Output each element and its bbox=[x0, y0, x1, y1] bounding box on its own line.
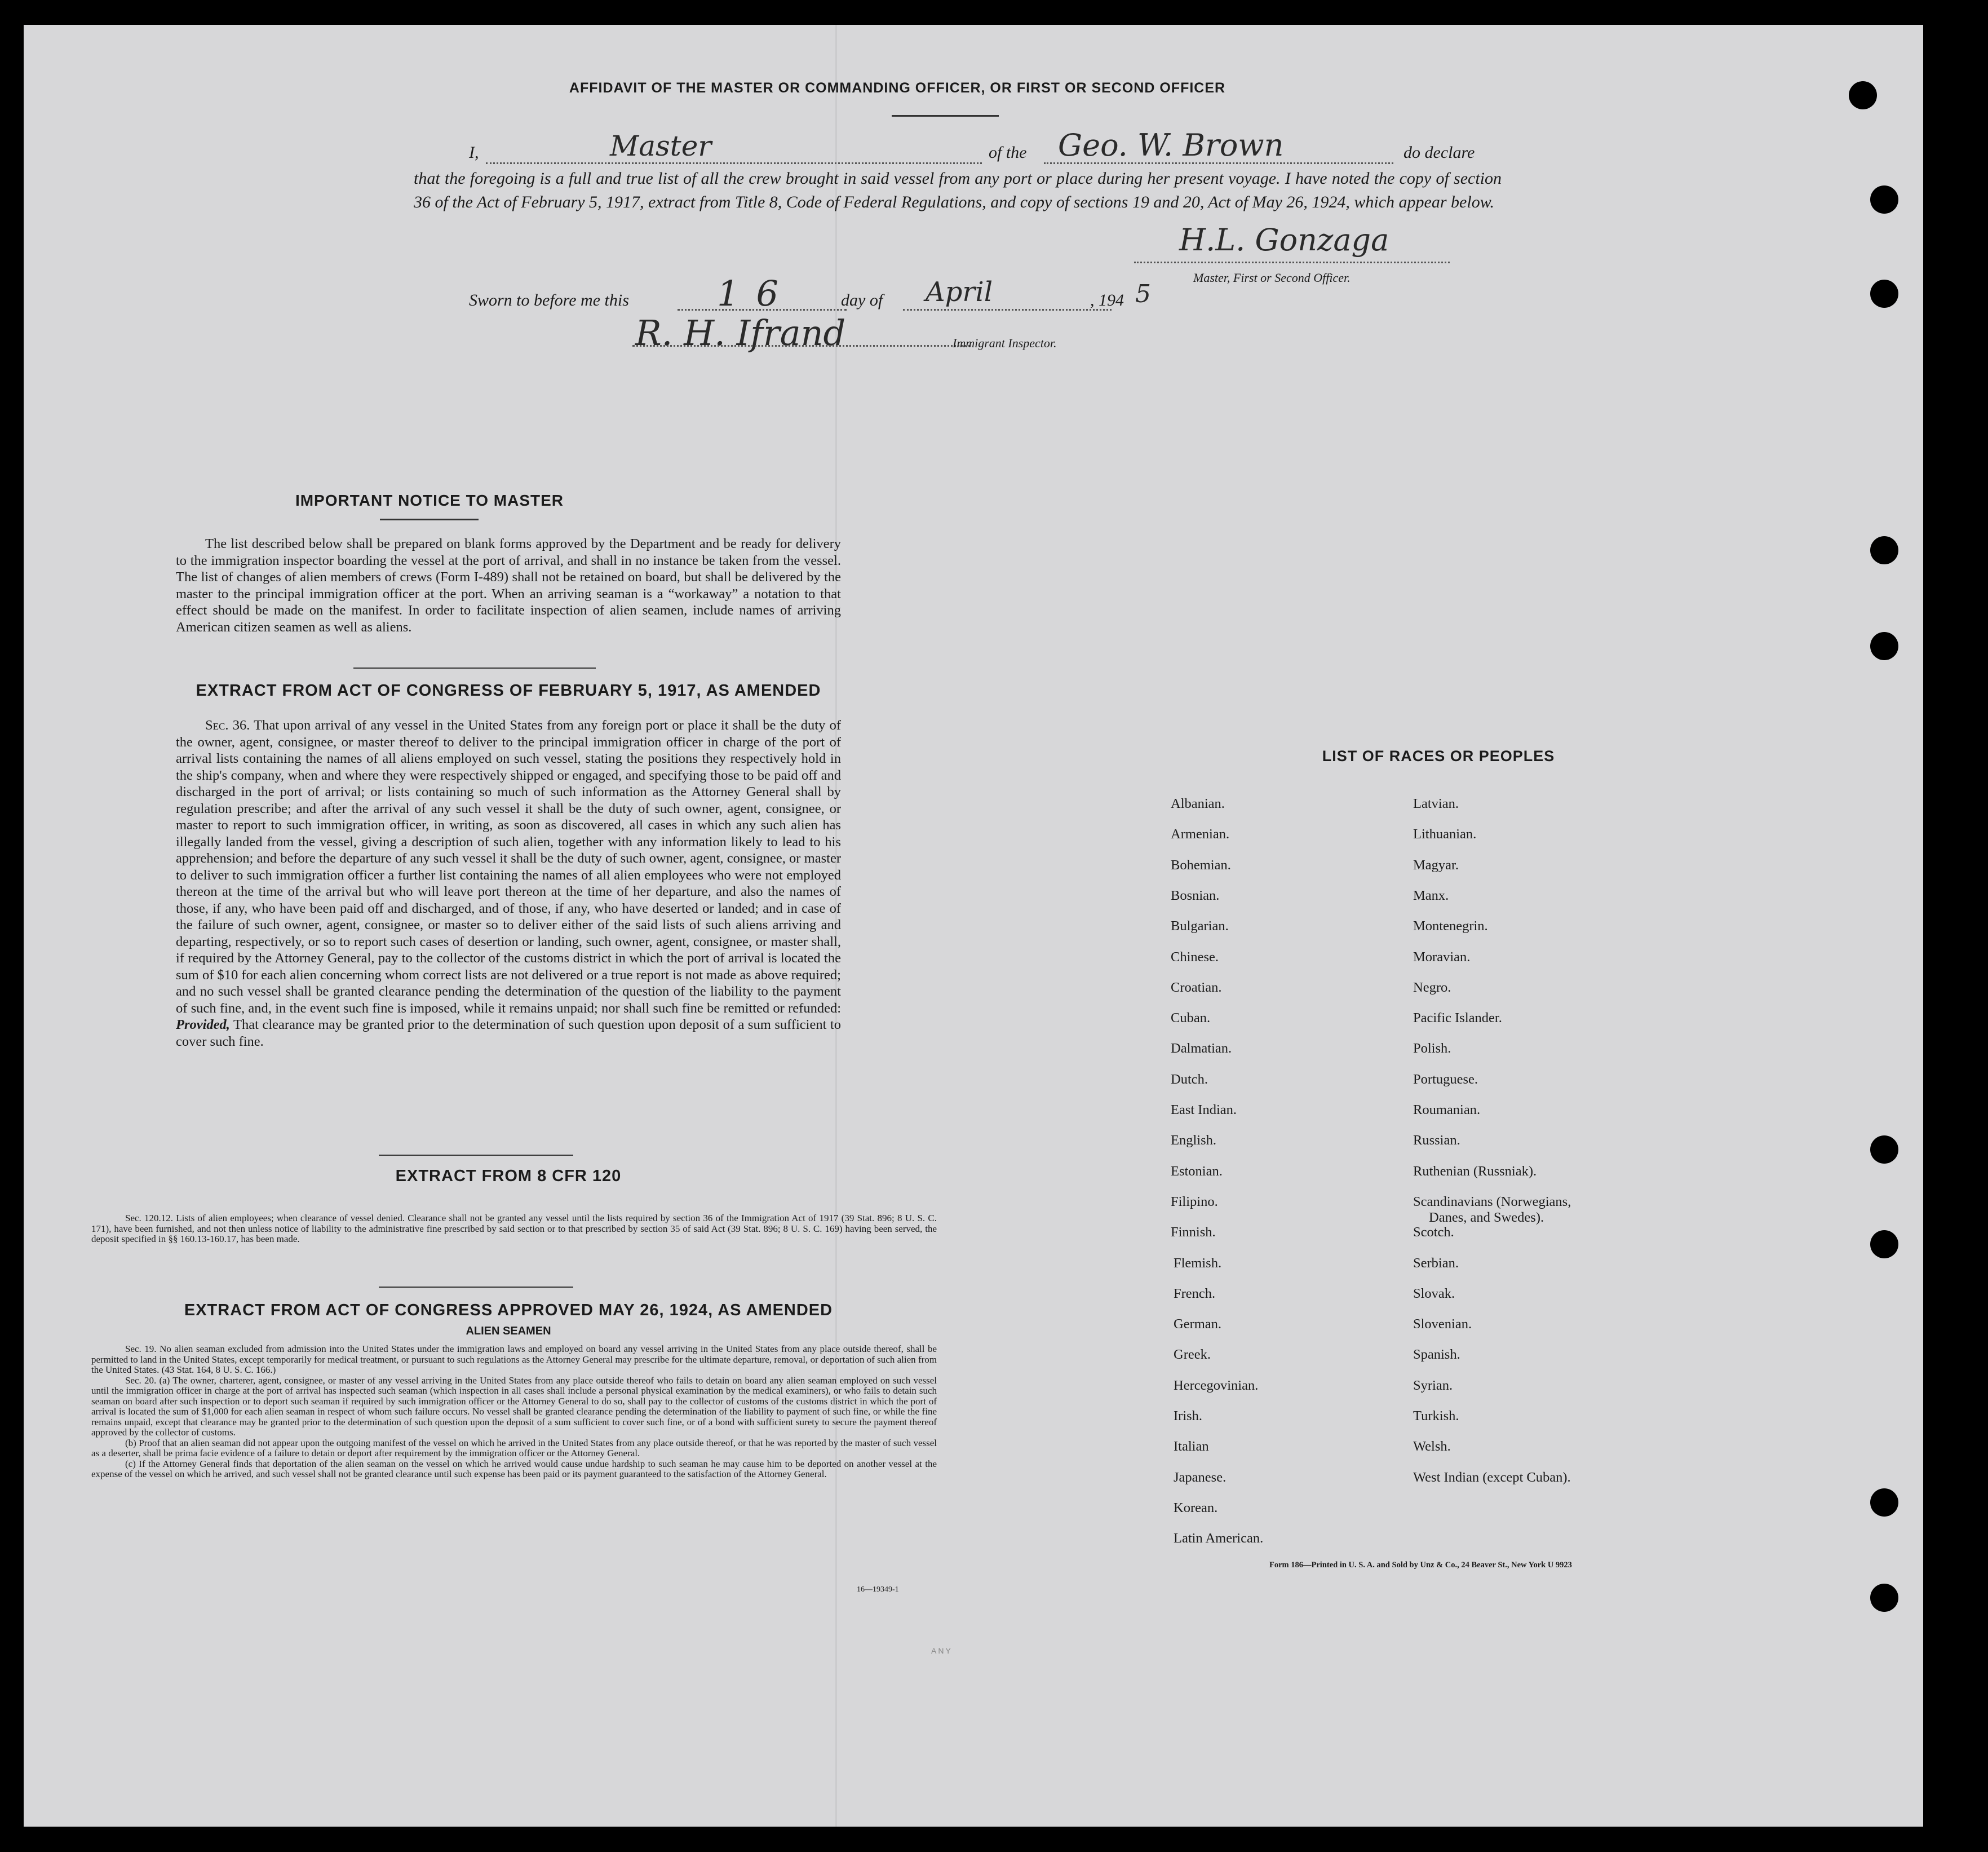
alien-seamen-subtitle: ALIEN SEAMEN bbox=[466, 1325, 551, 1337]
handwritten-month: April bbox=[926, 276, 993, 308]
binder-hole bbox=[1870, 1488, 1898, 1517]
title-rule bbox=[892, 115, 999, 117]
inspector-signature: R. H. Ifrand bbox=[635, 312, 846, 353]
race-item: Chinese. bbox=[1171, 949, 1219, 965]
race-item: Croatian. bbox=[1171, 979, 1222, 995]
notice-paragraph: The list described below shall be prepared on blank forms approved by the Department and be ready for delivery to the immigration inspector boarding the vessel at the port of arrival, and shall in no instance be taken from the vessel. The list of changes of alien members of crews (Form I-489) shall not be retained on board, but shall be delivered by the master to the principal immigration officer at the port. When an arriving seaman is a “workaway” a notation to that effect should be made on the manifest. In order to facilitate inspection of alien seamen, include names of arriving American citizen seamen as well as aliens. bbox=[176, 536, 841, 635]
handwritten-year-digit: 5 bbox=[1135, 280, 1151, 308]
faint-stamp: ANY bbox=[931, 1646, 953, 1655]
sec20c-paragraph: (c) If the Attorney General finds that deportation of the alien seaman on the vessel on which he arrived would cause undue hardship to such seaman he may cause him to be deported on another vessel at the expense of the vessel on which he arrived, and such vessel shall not be granted clearance until such expense has been paid or its payment guaranteed to the satisfaction of the Attorney General. bbox=[91, 1458, 937, 1479]
race-item: West Indian (except Cuban). bbox=[1413, 1469, 1571, 1485]
race-item: Latin American. bbox=[1174, 1531, 1264, 1546]
race-item: Scandinavians (Norwegians, bbox=[1413, 1194, 1571, 1209]
binder-hole bbox=[1849, 81, 1877, 109]
race-item: Albanian. bbox=[1171, 796, 1225, 811]
race-item: Hercegovinian. bbox=[1174, 1377, 1259, 1393]
binder-hole bbox=[1870, 1584, 1898, 1612]
race-item: Italian bbox=[1174, 1439, 1209, 1455]
race-item: Estonian. bbox=[1171, 1163, 1223, 1179]
race-item: Manx. bbox=[1413, 887, 1449, 903]
sec19-paragraph: Sec. 19. No alien seaman excluded from admission into the United States under the immigration laws and employed on board any vessel arriving in the United States from any place outside thereof, shall be permitted to land in the United States, except temporarily for medical treatment, or pursuant to such regulations as the Attorney General may prescribe for the ultimate departure, removal, or deportation of such alien from the United States. (43 Stat. 164, 8 U. S. C. 166.) bbox=[91, 1343, 937, 1375]
document-page bbox=[24, 25, 1923, 1827]
cfr-title: EXTRACT FROM 8 CFR 120 bbox=[395, 1167, 622, 1185]
race-item: Bosnian. bbox=[1171, 887, 1220, 903]
race-item: Montenegrin. bbox=[1413, 918, 1488, 934]
race-item: Spanish. bbox=[1413, 1347, 1460, 1363]
race-item: Ruthenian (Russniak). bbox=[1413, 1163, 1537, 1179]
race-item: Slovak. bbox=[1413, 1285, 1455, 1301]
section-rule bbox=[353, 668, 596, 669]
binder-hole bbox=[1870, 536, 1898, 564]
sec36-paragraph bbox=[176, 717, 841, 1050]
race-item: Scotch. bbox=[1413, 1225, 1454, 1240]
form-code: 16—19349-1 bbox=[857, 1585, 899, 1594]
month-fill-line bbox=[903, 309, 1112, 311]
race-item: Roumanian. bbox=[1413, 1102, 1481, 1117]
cfr-paragraph: Sec. 120.12. Lists of alien employees; when clearance of vessel denied. Clearance shall not be granted any vessel until the lists required by section 36 of the Immigration Act of 1917 (39 Stat. 896; 8 U. S. C. 171), have been furnished, and not then unless notice of liability to the administrative fine prescribed by said section or to that prescribed by section 35 of said Act (39 Stat. 896; 8 U. S. C. 169) having been served, the deposit specified in §§ 160.13-160.17, has been made. bbox=[91, 1213, 937, 1244]
race-item: Negro. bbox=[1413, 979, 1451, 995]
race-item: Dalmatian. bbox=[1171, 1041, 1232, 1057]
race-item: Danes, and Swedes). bbox=[1429, 1209, 1544, 1225]
race-item: Moravian. bbox=[1413, 949, 1471, 965]
printer-imprint: Form 186—Printed in U. S. A. and Sold by Unz & Co., 24 Beaver St., New York U 9923 bbox=[1269, 1561, 1572, 1570]
year-prefix: , 194 bbox=[1090, 291, 1124, 310]
race-item: Flemish. bbox=[1174, 1255, 1222, 1271]
extract-1917-title: EXTRACT FROM ACT OF CONGRESS OF FEBRUARY 5, 1917, AS AMENDED bbox=[196, 682, 821, 700]
day-of-label: day of bbox=[841, 291, 883, 310]
race-item: Bulgarian. bbox=[1171, 918, 1229, 934]
handwritten-day: 16 bbox=[717, 273, 795, 314]
binder-hole bbox=[1870, 280, 1898, 308]
races-title: LIST OF RACES OR PEOPLES bbox=[1322, 748, 1555, 764]
notice-text bbox=[176, 536, 841, 635]
section-rule bbox=[379, 1155, 573, 1156]
binder-hole bbox=[1870, 1135, 1898, 1164]
race-item: Syrian. bbox=[1413, 1377, 1453, 1393]
extract-1924-text bbox=[91, 1344, 937, 1480]
race-item: Pacific Islander. bbox=[1413, 1010, 1502, 1026]
race-item: Dutch. bbox=[1171, 1071, 1208, 1087]
affidavit-line-i: I, bbox=[469, 143, 479, 162]
sworn-prefix: Sworn to before me this bbox=[469, 291, 629, 310]
race-item: Serbian. bbox=[1413, 1255, 1459, 1271]
race-item: Magyar. bbox=[1413, 857, 1459, 873]
race-item: Japanese. bbox=[1174, 1469, 1227, 1485]
race-item: Greek. bbox=[1174, 1347, 1211, 1363]
race-item: Welsh. bbox=[1413, 1439, 1451, 1455]
race-item: Slovenian. bbox=[1413, 1316, 1472, 1332]
section-rule bbox=[380, 519, 479, 520]
sec36-text-end: That clearance may be granted prior to the determination of such question upon deposit of a sum sufficient to cover such fine. bbox=[176, 1017, 841, 1049]
race-item: Lithuanian. bbox=[1413, 826, 1477, 842]
race-item: Finnish. bbox=[1171, 1225, 1216, 1240]
race-item: East Indian. bbox=[1171, 1102, 1237, 1117]
race-item: Bohemian. bbox=[1171, 857, 1231, 873]
race-item: German. bbox=[1174, 1316, 1222, 1332]
race-item: Polish. bbox=[1413, 1041, 1451, 1057]
affidavit-line-of-the: of the bbox=[989, 143, 1027, 162]
affidavit-title: AFFIDAVIT OF THE MASTER OR COMMANDING OFFICER, OR FIRST OR SECOND OFFICER bbox=[569, 80, 1226, 96]
race-item: Turkish. bbox=[1413, 1408, 1459, 1424]
notice-title: IMPORTANT NOTICE TO MASTER bbox=[295, 492, 564, 509]
race-item: Korean. bbox=[1174, 1500, 1218, 1515]
handwritten-vessel: Geo. W. Brown bbox=[1058, 127, 1284, 163]
race-item: Russian. bbox=[1413, 1133, 1460, 1148]
binder-hole bbox=[1870, 632, 1898, 660]
race-item: Filipino. bbox=[1171, 1194, 1218, 1209]
binder-hole bbox=[1870, 185, 1898, 214]
race-item: Latvian. bbox=[1413, 796, 1459, 811]
handwritten-rank: Master bbox=[610, 130, 712, 162]
sec20b-paragraph: (b) Proof that an alien seaman did not appear upon the outgoing manifest of the vessel on which he arrived in the United States from any place outside thereof, or that he was reported by the master of such vessel as a deserter, shall be prima facie evidence of a failure to detain or deport after requirement by the immigration officer or the Attorney General. bbox=[91, 1437, 937, 1458]
race-item: French. bbox=[1174, 1285, 1216, 1301]
master-signature-line bbox=[1134, 262, 1450, 263]
extract-1924-title: EXTRACT FROM ACT OF CONGRESS APPROVED MAY 26, 1924, AS AMENDED bbox=[184, 1301, 833, 1319]
sec36-label: Sec. 36. bbox=[205, 718, 250, 733]
binder-hole bbox=[1870, 1230, 1898, 1258]
race-item: English. bbox=[1171, 1133, 1216, 1148]
section-rule bbox=[379, 1287, 573, 1288]
extract-1917-text bbox=[176, 717, 841, 1050]
affidavit-body: that the foregoing is a full and true list of all the crew brought in said vessel from any port or place during her present voyage. I have noted the copy of section 36 of the Act of February 5, 1917, extract from Title 8, Code of Federal Regulations, and copy of sections 19 and 20, Act of May 26, 1924, which appear below. bbox=[414, 169, 1502, 211]
master-signature: H.L. Gonzaga bbox=[1179, 222, 1389, 258]
sec20a-paragraph: Sec. 20. (a) The owner, charterer, agent, consignee, or master of any vessel arriving in the United States from any place outside thereof who fails to detain on board any alien seaman employed on such vessel until the immigration officer in charge at the port of arrival has inspected such seaman (which inspection in all cases shall include a personal physical examination by the medical examiners), or who fails to detain such seaman on board after such inspection or to deport such seaman if required by such immigration officer or the Attorney General to do so, shall pay to the collector of customs of the customs district in which the port of arrival is located the sum of $1,000 for each alien seaman in respect of whom such failure occurs. No vessel shall be granted clearance pending the determination of the liability to payment of such fine, or while the fine remains unpaid, except that clearance may be granted prior to the determination of such question upon the deposit of a sum sufficient to cover such fine, or of a bond with sufficient surety to secure the payment thereof approved by the collector of customs. bbox=[91, 1374, 937, 1438]
inspector-signature-line bbox=[632, 345, 971, 347]
rank-fill-line bbox=[486, 162, 982, 164]
race-item: Cuban. bbox=[1171, 1010, 1211, 1026]
race-item: Portuguese. bbox=[1413, 1071, 1478, 1087]
cfr-text bbox=[91, 1213, 937, 1245]
provided-word: Provided, bbox=[176, 1017, 230, 1032]
race-item: Irish. bbox=[1174, 1408, 1203, 1424]
inspector-caption: Immigrant Inspector. bbox=[953, 336, 1057, 350]
sec36-text: That upon arrival of any vessel in the United States from any foreign port or place it shall be the duty of the owner, agent, consignee, or master thereof to deliver to the principal immigration officer in charge of the port of arrival lists containing the names of all aliens employed on such vessel, stating the positions they respectively hold in the ship's company, when and where they were respectively shipped or engaged, and specifying those to be paid off and discharged in the port of arrival; or lists containing so much of such information as the Attorney General shall by regulation prescribe; and after the arrival of any such vessel it shall be the duty of such owner, agent, consignee, or master to report to such immigration officer, in writing, as soon as discovered, all cases in which any such alien has illegally landed from the vessel, giving a description of such alien, together with any information likely to lead to his apprehension; and before the departure of any such vessel it shall be the duty of such owner, agent, consignee, or master to deliver to such immigration officer a further list containing the names of all alien employees who were not employed thereon at the time of the arrival but who will leave port thereon at the time of her departure, and also the names of those, if any, who have been paid off and discharged, and of those, if any, who have deserted or landed; and in case of the failure of such owner, agent, consignee, or master so to deliver either of the said lists of such aliens arriving and departing, respectively, or so to report such cases of desertion or landing, such owner, agent, consignee, or master shall, if required by the Attorney General, pay to the collector of the customs district in which the port of arrival is located the sum of $10 for each alien concerning whom correct lists are not delivered or a true report is not made as above required; and no such vessel shall be granted clearance pending the determination of the question of the liability to the payment of such fine, and, in the event such fine is imposed, while it remains unpaid; nor shall such fine be remitted or refunded: bbox=[176, 718, 841, 1016]
race-item: Armenian. bbox=[1171, 826, 1230, 842]
master-caption: Master, First or Second Officer. bbox=[1193, 271, 1351, 285]
affidavit-line-do-declare: do declare bbox=[1403, 143, 1475, 162]
